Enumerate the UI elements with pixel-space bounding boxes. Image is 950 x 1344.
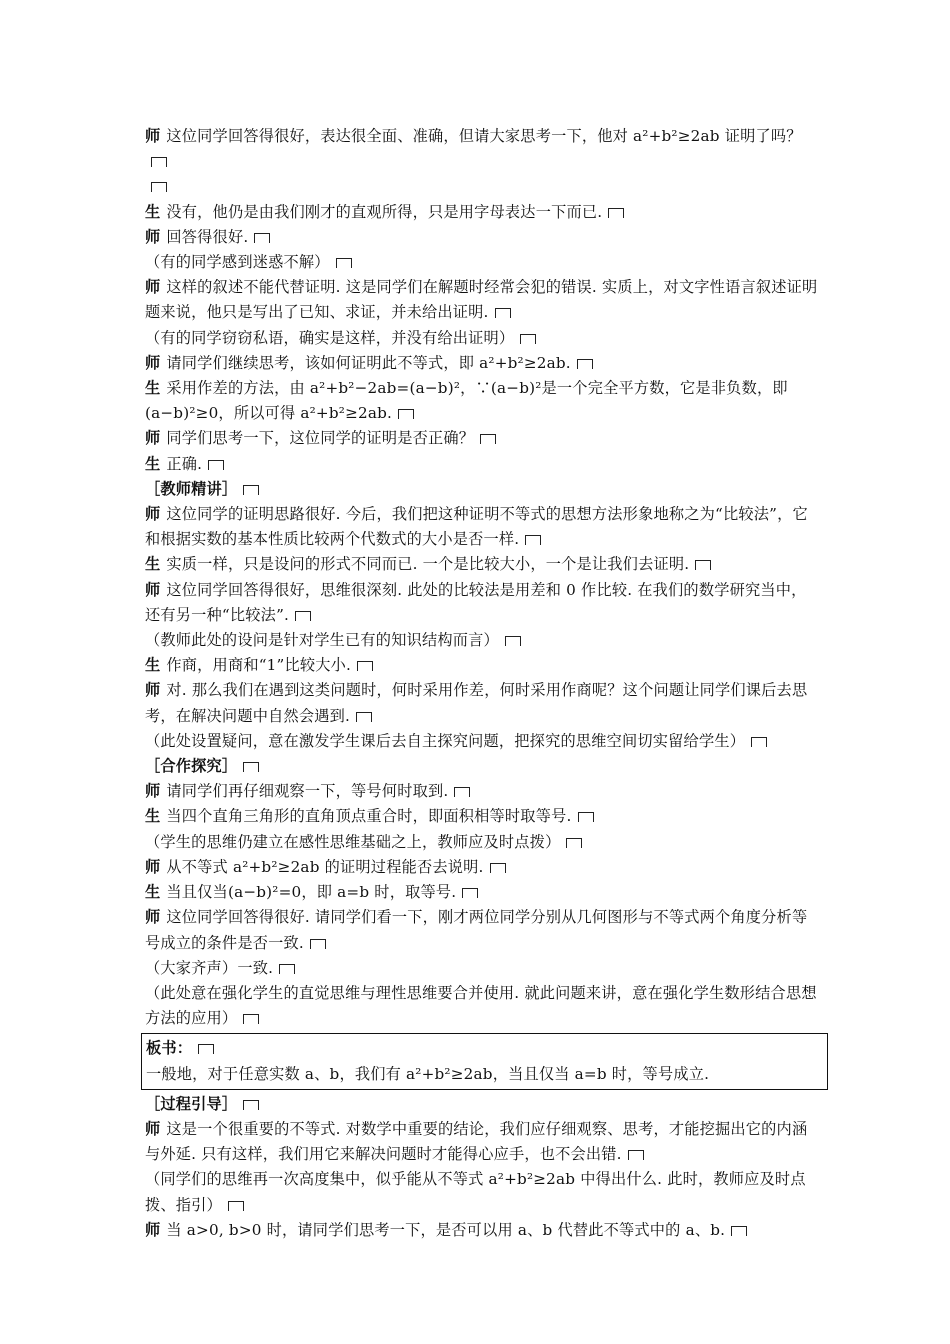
line-text: 这位同学回答得很好. 请同学们看一下，刚才两位同学分别从几何图形与不等式两个角度分析等号成立的条件是否一致. <box>145 908 808 952</box>
dialogue-line <box>145 678 820 728</box>
section-header-text: ［过程引导］ <box>145 1094 238 1113</box>
line-text: 这位同学回答得很好，表达很全面、准确，但请大家思考一下，他对 a²+b²≥2ab 证明了吗？ <box>166 127 802 145</box>
paragraph-mark-icon <box>525 535 541 545</box>
dialogue-line <box>145 351 820 376</box>
line-text: （大家齐声）一致. <box>145 958 274 977</box>
paragraph-mark-icon <box>495 308 511 318</box>
speaker-label: 生 <box>145 883 161 902</box>
note-line <box>145 981 820 1031</box>
dialogue-section-2 <box>145 1092 820 1243</box>
paragraph-mark-icon <box>336 258 352 268</box>
speaker-label: 师 <box>145 681 161 700</box>
line-text: （有的同学感到迷惑不解） <box>145 253 330 272</box>
speaker-label: 师 <box>145 1119 161 1138</box>
line-text: （学生的思维仍建立在感性思维基础之上，教师应及时点拨） <box>145 832 561 851</box>
line-text: 采用作差的方法，由 a²+b²−2ab=(a−b)²，∵(a−b)²是一个完全平方数，它是非负数，即(a−b)²≥0，所以可得 a²+b²≥2ab. <box>145 379 788 423</box>
dialogue-section <box>145 124 820 1031</box>
line-text: 没有，他仍是由我们刚才的直观所得，只是用字母表达一下而已. <box>166 202 603 221</box>
paragraph-mark-icon <box>243 1014 259 1024</box>
paragraph-mark-icon <box>228 1201 244 1211</box>
dialogue-line <box>145 1117 820 1167</box>
speaker-label: 师 <box>145 227 161 246</box>
paragraph-mark-icon <box>751 737 767 747</box>
line-text: 从不等式 a²+b²≥2ab 的证明过程能否去说明. <box>166 857 484 876</box>
section-header <box>145 477 820 502</box>
line-text: 请同学们再仔细观察一下，等号何时取到. <box>166 782 449 801</box>
dialogue-line <box>145 502 820 552</box>
dialogue-line <box>145 275 820 325</box>
speaker-label: 师 <box>145 908 161 927</box>
line-text: 当 a>0, b>0 时，请同学们思考一下，是否可以用 a、b 代替此不等式中的 a、b. <box>166 1220 726 1239</box>
paragraph-mark-icon <box>566 838 582 848</box>
paragraph-mark-icon <box>505 636 521 646</box>
paragraph-mark-icon <box>208 460 224 470</box>
document-page <box>145 124 820 1243</box>
note-line <box>145 956 820 981</box>
paragraph-mark-icon <box>243 485 259 495</box>
dialogue-line <box>145 452 820 477</box>
line-text: 这样的叙述不能代替证明. 这是同学们在解题时经常会犯的错误. 实质上，对文字性语言叙述证明题来说，他只是写出了已知、求证，并未给出证明. <box>145 278 818 322</box>
dialogue-line <box>145 880 820 905</box>
paragraph-mark-icon <box>151 182 167 192</box>
speaker-label: 生 <box>145 454 161 473</box>
paragraph-mark-icon <box>577 359 593 369</box>
section-header <box>145 1092 820 1117</box>
section-header-text: ［教师精讲］ <box>145 479 238 498</box>
speaker-label: 生 <box>145 656 161 675</box>
speaker-label: 师 <box>145 127 161 145</box>
speaker-label: 生 <box>145 202 161 221</box>
line-text: 对. 那么我们在遇到这类问题时，何时采用作差，何时采用作商呢？这个问题让同学们课后去思考，在解决问题中自然会遇到. <box>145 681 808 725</box>
note-line <box>145 830 820 855</box>
line-text: 这是一个很重要的不等式. 对数学中重要的结论，我们应仔细观察、思考，才能挖掘出它的内涵与外延. 只有这样，我们用它来解决问题时才能得心应手，也不会出错. <box>145 1119 808 1164</box>
paragraph-mark-icon <box>254 233 270 243</box>
dialogue-line <box>145 1218 820 1243</box>
paragraph-mark-icon <box>520 334 536 344</box>
speaker-label: 生 <box>145 555 161 574</box>
line-text: 当且仅当(a−b)²=0，即 a=b 时，取等号. <box>166 883 457 902</box>
speaker-label: 师 <box>145 429 161 448</box>
paragraph-mark-icon <box>578 812 594 822</box>
paragraph-mark-icon <box>480 434 496 444</box>
speaker-label: 师 <box>145 1220 161 1239</box>
dialogue-line <box>145 855 820 880</box>
dialogue-line <box>145 426 820 451</box>
note-line <box>145 326 820 351</box>
dialogue-line <box>145 779 820 804</box>
speaker-label: 生 <box>145 379 161 398</box>
line-text: 作商，用商和“1”比较大小. <box>166 656 352 675</box>
paragraph-mark-icon <box>608 208 624 218</box>
note-line <box>145 729 820 754</box>
speaker-label: 师 <box>145 580 161 599</box>
line-text: 实质一样，只是设问的形式不同而已. 一个是比较大小，一个是让我们去证明. <box>166 555 690 574</box>
paragraph-mark-icon <box>356 712 372 722</box>
line-text: 这位同学回答得很好，思维很深刻. 此处的比较法是用差和 0 作比较. 在我们的数学研究当中，还有另一种“比较法”. <box>145 580 807 624</box>
paragraph-mark-icon <box>310 939 326 949</box>
board-note-box <box>141 1033 828 1089</box>
note-line <box>145 628 820 653</box>
paragraph-mark-icon <box>357 661 373 671</box>
line-text: 当四个直角三角形的直角顶点重合时，即面积相等时取等号. <box>166 807 572 826</box>
speaker-label: 师 <box>145 857 161 876</box>
board-title: 板书： <box>146 1039 193 1058</box>
section-header <box>145 754 820 779</box>
line-text: （此处意在强化学生的直觉思维与理性思维要合并使用. 就此问题来讲，意在强化学生数形结合思想方法的应用） <box>145 983 817 1028</box>
board-text: 一般地，对于任意实数 a、b，我们有 a²+b²≥2ab，当且仅当 a=b 时，等号成立. <box>146 1064 710 1083</box>
paragraph-mark-icon <box>243 762 259 772</box>
paragraph-mark-icon <box>398 409 414 419</box>
dialogue-line <box>145 653 820 678</box>
line-text: 请同学们继续思考，该如何证明此不等式，即 a²+b²≥2ab. <box>166 353 571 372</box>
note-line <box>145 1167 820 1217</box>
paragraph-mark-icon <box>198 1044 214 1054</box>
line-text: （同学们的思维再一次高度集中，似乎能从不等式 a²+b²≥2ab 中得出什么. 此时，教师应及时点拨、指引） <box>145 1170 806 1214</box>
paragraph-mark-icon <box>454 787 470 797</box>
speaker-label: 师 <box>145 278 161 297</box>
note-line <box>145 250 820 275</box>
paragraph-mark-icon <box>279 964 295 974</box>
dialogue-line <box>145 225 820 250</box>
line-text: 回答得很好. <box>166 227 249 246</box>
paragraph-mark-icon <box>731 1226 747 1236</box>
speaker-label: 师 <box>145 353 161 372</box>
paragraph-mark-icon <box>151 157 167 167</box>
line-text: （有的同学窃窃私语，确实是这样，并没有给出证明） <box>145 328 515 347</box>
paragraph-mark-icon <box>695 560 711 570</box>
speaker-label: 师 <box>145 505 161 524</box>
speaker-label: 生 <box>145 807 161 826</box>
paragraph-mark-icon <box>243 1100 259 1110</box>
note-line <box>145 174 820 199</box>
paragraph-mark-icon <box>490 863 506 873</box>
line-text: （此处设置疑问，意在激发学生课后去自主探究问题，把探究的思维空间切实留给学生） <box>145 731 746 750</box>
dialogue-line <box>145 804 820 829</box>
line-text: 同学们思考一下，这位同学的证明是否正确？ <box>166 429 475 448</box>
paragraph-mark-icon <box>462 888 478 898</box>
line-text: （教师此处的设问是针对学生已有的知识结构而言） <box>145 631 499 650</box>
paragraph-mark-icon <box>295 611 311 621</box>
dialogue-line <box>145 124 820 174</box>
dialogue-line <box>145 376 820 426</box>
section-header-text: ［合作探究］ <box>145 757 238 776</box>
paragraph-mark-icon <box>628 1150 644 1160</box>
dialogue-line <box>145 200 820 225</box>
dialogue-line <box>145 578 820 628</box>
line-text: 这位同学的证明思路很好. 今后，我们把这种证明不等式的思想方法形象地称之为“比较法”，它和根据实数的基本性质比较两个代数式的大小是否一样. <box>145 505 808 549</box>
speaker-label: 师 <box>145 782 161 801</box>
line-text: 正确. <box>166 454 203 473</box>
dialogue-line <box>145 552 820 577</box>
dialogue-line <box>145 905 820 955</box>
